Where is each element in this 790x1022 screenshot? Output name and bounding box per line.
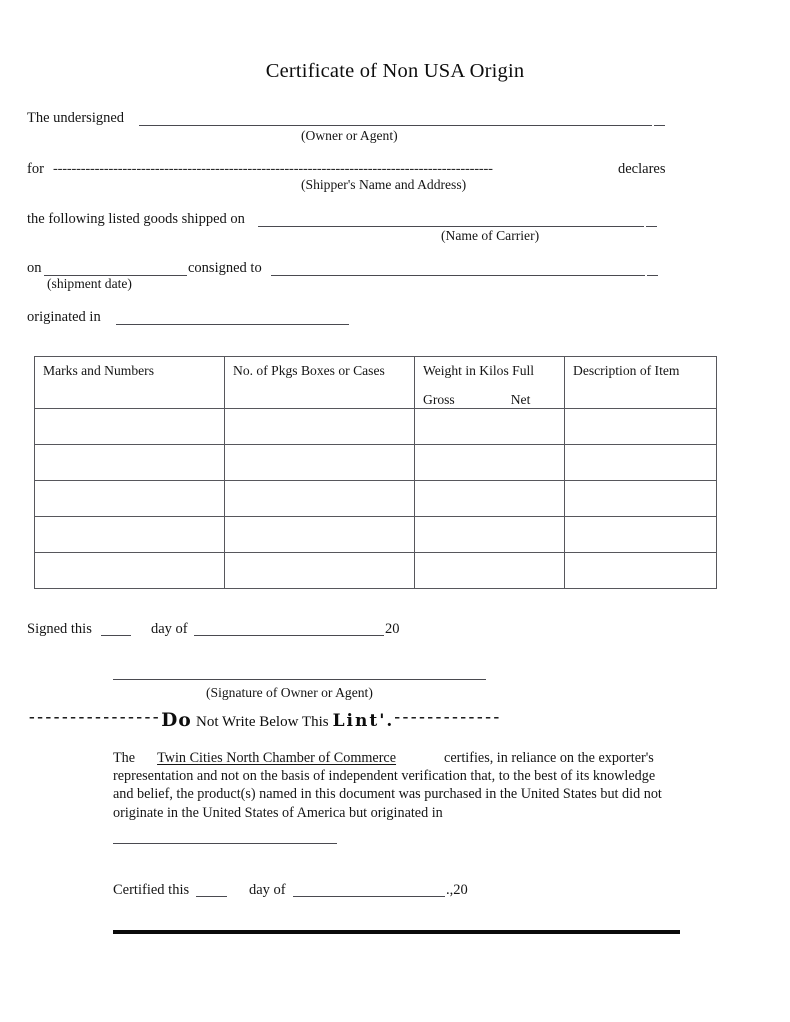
table-cell-marks[interactable] bbox=[35, 517, 225, 553]
table-row[interactable] bbox=[35, 481, 717, 517]
carrier-input-tail[interactable] bbox=[646, 226, 657, 227]
table-cell-marks[interactable] bbox=[35, 553, 225, 589]
undersigned-input-tail[interactable] bbox=[654, 125, 665, 126]
certification-lead-in: The bbox=[113, 750, 136, 766]
table-cell-marks[interactable] bbox=[35, 481, 225, 517]
table-cell-description[interactable] bbox=[565, 481, 717, 517]
column-header-weight-label: Weight in Kilos Full bbox=[423, 363, 535, 378]
signed-year-prefix: 20 bbox=[385, 621, 400, 637]
table-cell-weight[interactable] bbox=[415, 481, 565, 517]
bottom-heavy-rule bbox=[113, 930, 680, 934]
table-row[interactable] bbox=[35, 553, 717, 589]
certified-day-input[interactable] bbox=[196, 896, 227, 897]
column-header-no-of-pkgs: No. of Pkgs Boxes or Cases bbox=[225, 357, 415, 409]
table-cell-weight[interactable] bbox=[415, 445, 565, 481]
signed-day-input[interactable] bbox=[101, 635, 131, 636]
table-cell-pkgs[interactable] bbox=[225, 445, 415, 481]
column-header-weight bbox=[415, 357, 565, 409]
weight-subheader-net: Net bbox=[510, 392, 531, 407]
table-header-row bbox=[35, 357, 717, 409]
divider-left-dashes: ---------------- bbox=[29, 707, 162, 726]
divider-word-do: Do bbox=[161, 710, 192, 731]
table-cell-pkgs[interactable] bbox=[225, 517, 415, 553]
column-header-description-of-item: Description of Item bbox=[565, 357, 717, 409]
originated-in-label: originated in bbox=[27, 309, 101, 325]
undersigned-input[interactable] bbox=[139, 125, 652, 126]
shipper-caption: (Shipper's Name and Address) bbox=[301, 177, 467, 192]
table-row[interactable] bbox=[35, 445, 717, 481]
certification-body-text: certifies, in reliance on the exporter's representation and not on the basis of independent verification that, to the best of its knowledge and belief, the product(s) named in this document was purchased in the United States but did not originate in the United States of America but originated in bbox=[113, 750, 662, 821]
shipper-input[interactable]: ----------------------------------------------------------------------------------------------- bbox=[53, 161, 493, 177]
signature-caption: (Signature of Owner or Agent) bbox=[206, 685, 373, 700]
consigned-to-label: consigned to bbox=[188, 260, 262, 276]
originated-in-input[interactable] bbox=[116, 324, 349, 325]
table-cell-pkgs[interactable] bbox=[225, 481, 415, 517]
page-title: Certificate of Non USA Origin bbox=[265, 60, 525, 82]
signed-this-label: Signed this bbox=[27, 621, 92, 637]
table-cell-weight[interactable] bbox=[415, 409, 565, 445]
divider-middle-text: Not Write Below This bbox=[195, 714, 329, 730]
carrier-label: the following listed goods shipped on bbox=[27, 211, 245, 227]
shipper-label: for bbox=[27, 161, 44, 177]
certified-month-input[interactable] bbox=[293, 896, 445, 897]
consigned-to-input[interactable] bbox=[271, 275, 645, 276]
do-not-write-below-divider bbox=[29, 707, 674, 736]
signed-month-input[interactable] bbox=[194, 635, 384, 636]
divider-word-line: Lint'. bbox=[332, 711, 395, 731]
table-row[interactable] bbox=[35, 409, 717, 445]
certified-this-label: Certified this bbox=[113, 882, 190, 898]
carrier-input[interactable] bbox=[258, 226, 644, 227]
certified-year-suffix: .,20 bbox=[446, 882, 468, 898]
origin-country-input[interactable] bbox=[113, 843, 337, 844]
certifying-organization-name: Twin Cities North Chamber of Commerce bbox=[157, 750, 397, 766]
consigned-to-input-tail[interactable] bbox=[647, 275, 658, 276]
table-cell-description[interactable] bbox=[565, 409, 717, 445]
signed-day-of-label: day of bbox=[151, 621, 188, 637]
table-cell-pkgs[interactable] bbox=[225, 409, 415, 445]
certification-paragraph bbox=[113, 749, 665, 822]
table-cell-description[interactable] bbox=[565, 553, 717, 589]
table-cell-weight[interactable] bbox=[415, 553, 565, 589]
undersigned-label: The undersigned bbox=[27, 110, 125, 126]
table-cell-description[interactable] bbox=[565, 517, 717, 553]
table-cell-weight[interactable] bbox=[415, 517, 565, 553]
shipment-date-caption: (shipment date) bbox=[47, 276, 132, 291]
carrier-caption: (Name of Carrier) bbox=[441, 228, 540, 243]
undersigned-caption: (Owner or Agent) bbox=[301, 128, 398, 143]
goods-table bbox=[34, 356, 717, 589]
certified-day-of-label: day of bbox=[249, 882, 286, 898]
table-cell-marks[interactable] bbox=[35, 409, 225, 445]
weight-subheader-gross: Gross bbox=[423, 392, 455, 407]
table-cell-marks[interactable] bbox=[35, 445, 225, 481]
column-header-marks-and-numbers: Marks and Numbers bbox=[35, 357, 225, 409]
divider-right-dashes: ------------- bbox=[394, 707, 502, 726]
table-row[interactable] bbox=[35, 517, 717, 553]
table-cell-description[interactable] bbox=[565, 445, 717, 481]
table-cell-pkgs[interactable] bbox=[225, 553, 415, 589]
weight-subheaders bbox=[423, 392, 564, 408]
shipper-declares-label: declares bbox=[618, 161, 666, 177]
signature-input[interactable] bbox=[113, 679, 486, 680]
shipment-date-label: on bbox=[27, 260, 42, 276]
